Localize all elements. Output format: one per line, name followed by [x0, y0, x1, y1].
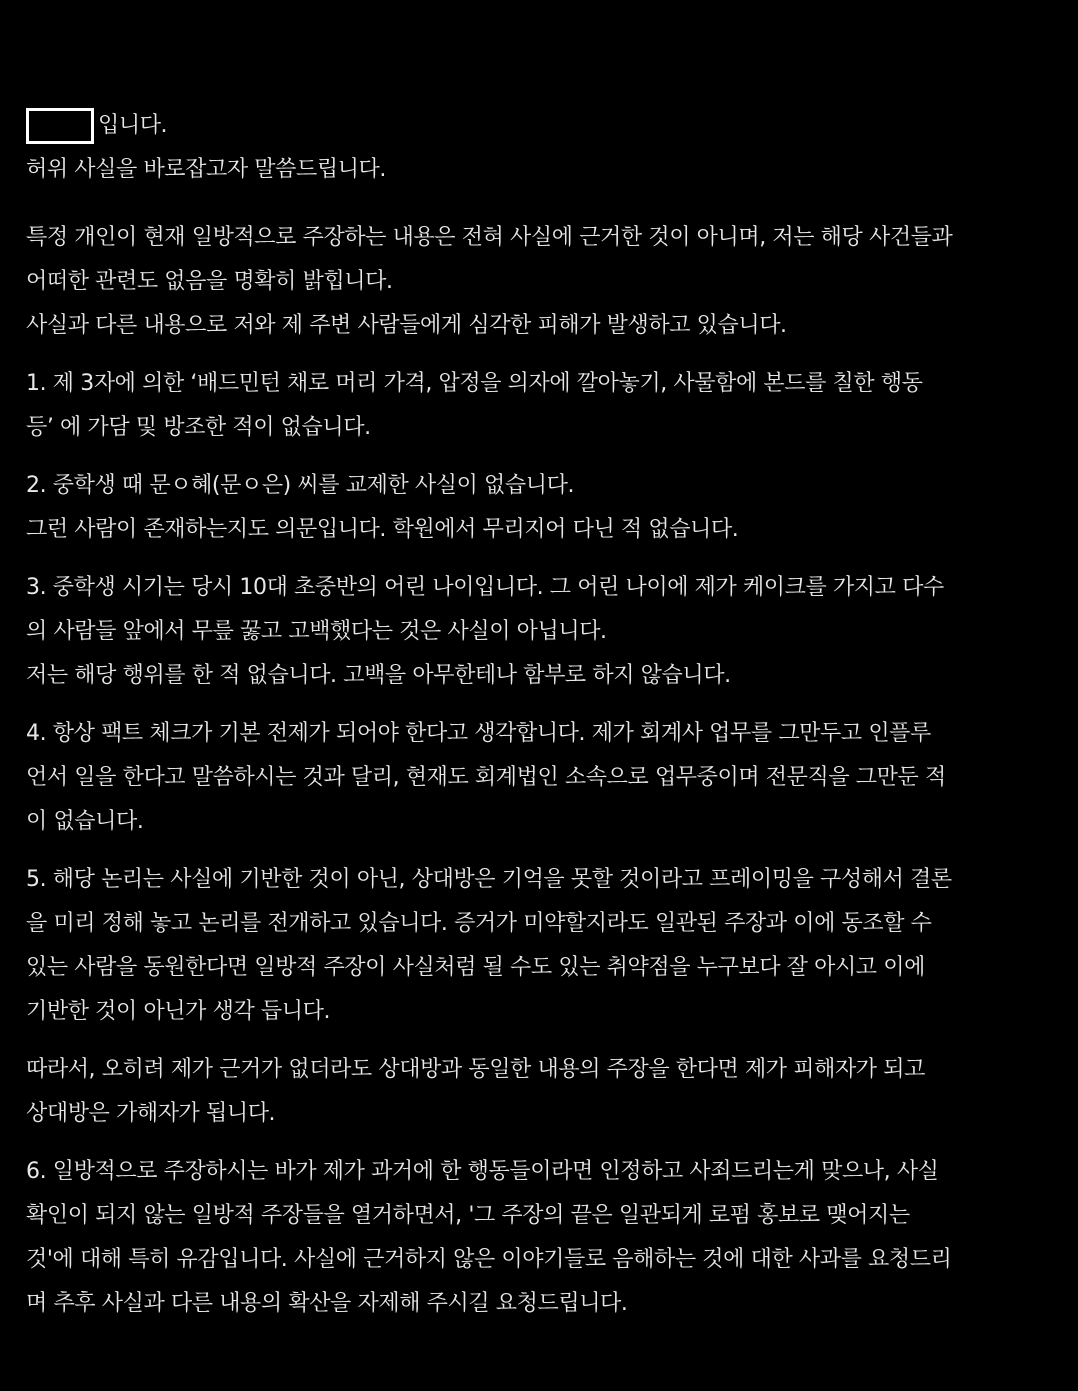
intro-name-line	[26, 104, 1056, 148]
redacted-name-box	[26, 108, 94, 144]
paragraph-therefore	[26, 1048, 1056, 1136]
item-3-line-3: 저는 해당 행위를 한 적 없습니다. 고백을 아무한테나 함부로 하지 않습니다.	[26, 663, 731, 688]
item-2-line-2: 그런 사람이 존재하는지도 의문입니다. 학원에서 무리지어 다닌 적 없습니다.	[26, 517, 739, 542]
item-1-line-1: 1. 제 3자에 의한 ‘배드민턴 채로 머리 가격, 압정을 의자에 깔아놓기, 사물함에 본드를 칠한 행동	[26, 371, 923, 396]
paragraph-therefore-line-1: 따라서, 오히려 제가 근거가 없더라도 상대방과 동일한 내용의 주장을 한다면 제가 피해자가 되고	[26, 1057, 925, 1082]
item-6	[26, 1150, 1056, 1326]
paragraph-1	[26, 216, 1056, 348]
intro-line-2: 허위 사실을 바로잡고자 말씀드립니다.	[26, 157, 387, 182]
item-6-line-2: 확인이 되지 않는 일방적 주장들을 열거하면서, '그 주장의 끝은 일관되게 로펌 홍보로 맺어지는	[26, 1203, 910, 1228]
paragraph-1-line-1: 특정 개인이 현재 일방적으로 주장하는 내용은 전혀 사실에 근거한 것이 아니며, 저는 해당 사건들과	[26, 225, 953, 250]
item-2-line-1: 2. 중학생 때 문ㅇ혜(문ㅇ은) 씨를 교제한 사실이 없습니다.	[26, 473, 575, 498]
item-4-line-1: 4. 항상 팩트 체크가 기본 전제가 되어야 한다고 생각합니다. 제가 회계사 업무를 그만두고 인플루	[26, 721, 931, 746]
statement-document	[26, 104, 1056, 1326]
item-6-line-4: 며 추후 사실과 다른 내용의 확산을 자제해 주시길 요청드립니다.	[26, 1291, 628, 1316]
item-3-line-2: 의 사람들 앞에서 무릎 꿇고 고백했다는 것은 사실이 아닙니다.	[26, 619, 607, 644]
paragraph-therefore-line-2: 상대방은 가해자가 됩니다.	[26, 1101, 276, 1126]
item-5	[26, 858, 1056, 1034]
intro-name-suffix: 입니다.	[98, 113, 168, 138]
item-5-line-1: 5. 해당 논리는 사실에 기반한 것이 아닌, 상대방은 기억을 못할 것이라고 프레이밍을 구성해서 결론	[26, 867, 952, 892]
item-3-line-1: 3. 중학생 시기는 당시 10대 초중반의 어린 나이입니다. 그 어린 나이에 제가 케이크를 가지고 다수	[26, 575, 944, 600]
item-3	[26, 566, 1056, 698]
item-5-line-4: 기반한 것이 아닌가 생각 듭니다.	[26, 999, 331, 1024]
item-2	[26, 464, 1056, 552]
paragraph-1-line-3: 사실과 다른 내용으로 저와 제 주변 사람들에게 심각한 피해가 발생하고 있습니다.	[26, 313, 787, 338]
item-4	[26, 712, 1056, 844]
item-5-line-3: 있는 사람을 동원한다면 일방적 주장이 사실처럼 될 수도 있는 취약점을 누구보다 잘 아시고 이에	[26, 955, 925, 980]
item-4-line-3: 이 없습니다.	[26, 809, 144, 834]
paragraph-1-line-2: 어떠한 관련도 없음을 명확히 밝힙니다.	[26, 269, 393, 294]
item-6-line-3: 것'에 대해 특히 유감입니다. 사실에 근거하지 않은 이야기들로 음해하는 것에 대한 사과를 요청드리	[26, 1247, 952, 1272]
item-4-line-2: 언서 일을 한다고 말씀하시는 것과 달리, 현재도 회계법인 소속으로 업무중이며 전문직을 그만둔 적	[26, 765, 946, 790]
item-1-line-2: 등’ 에 가담 및 방조한 적이 없습니다.	[26, 415, 371, 440]
item-5-line-2: 을 미리 정해 놓고 논리를 전개하고 있습니다. 증거가 미약할지라도 일관된 주장과 이에 동조할 수	[26, 911, 932, 936]
item-1	[26, 362, 1056, 450]
item-6-line-1: 6. 일방적으로 주장하시는 바가 제가 과거에 한 행동들이라면 인정하고 사죄드리는게 맞으나, 사실	[26, 1159, 939, 1184]
